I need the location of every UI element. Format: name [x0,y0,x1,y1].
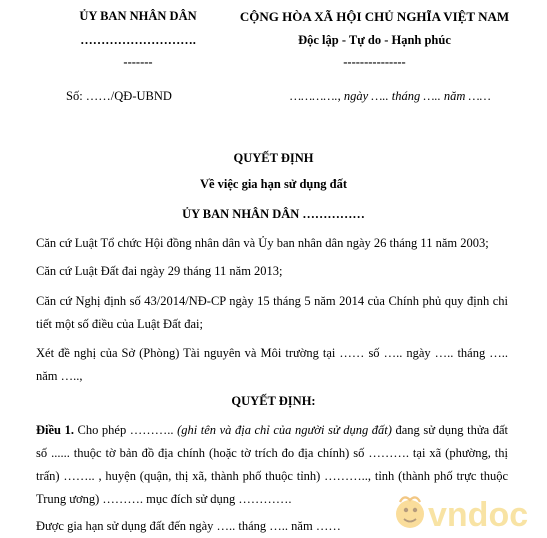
vndoc-watermark-logo [388,488,546,536]
issuer-divider: ------- [123,55,153,69]
legal-basis-2: Căn cứ Luật Đất đai ngày 29 tháng 11 năm 2013; [36,264,283,278]
issuer-org-placeholder: ………………………. [80,33,196,47]
issuing-authority: ỦY BAN NHÂN DÂN …………… [182,207,365,221]
article-1-text-a: Cho phép ……….. [73,423,178,437]
document-title: QUYẾT ĐỊNH [233,151,314,165]
proposal-basis: Xét đề nghị của Sở (Phòng) Tài nguyên và Môi trường tại …… số ….. ngày ….. tháng ….. năm ….., [36,346,508,383]
extension-clause: Được gia hạn sử dụng đất đến ngày ….. tháng ….. năm …… [36,519,341,533]
decision-heading: QUYẾT ĐỊNH: [231,394,316,408]
article-1-italic-note: (ghi tên và địa chỉ của người sử dụng đất) [177,423,392,437]
legal-basis-3: Căn cứ Nghị định số 43/2014/NĐ-CP ngày 15 tháng 5 năm 2014 của Chính phủ quy định chi tiết một số điều của Luật Đất đai; [36,294,508,331]
national-title: CỘNG HÒA XÃ HỘI CHỦ NGHĨA VIỆT NAM [239,9,510,24]
document-subject: Về việc gia hạn sử dụng đất [199,177,348,191]
legal-basis-1: Căn cứ Luật Tổ chức Hội đồng nhân dân và Ủy ban nhân dân ngày 26 tháng 11 năm 2003; [36,236,489,250]
article-1-label: Điều 1. [36,423,74,437]
watermark-wordmark: vndoc [428,496,529,534]
mascot-icon [396,500,424,528]
decision-number: Số: ……/QĐ-UBND [66,89,172,103]
article-1-text-b: đang sử dụng thửa đất số ...... thuộc tờ bản đồ địa chính (hoặc tờ trích đo địa chính) số ………. tại xã (phường, thị trấn) …….. , huyện (quận, thị xã, thành phố thuộc tỉnh) ……….., tỉnh (thành phố trực thuộc Trung ương) ………. mục đích sử dụng …………. [36,423,508,506]
motto-divider: --------------- [343,55,406,69]
issue-date: …………., ngày ….. tháng ….. năm …… [290,89,491,103]
national-motto: Độc lập - Tự do - Hạnh phúc [298,33,451,47]
issuer-org-name: ỦY BAN NHÂN DÂN [79,9,197,23]
